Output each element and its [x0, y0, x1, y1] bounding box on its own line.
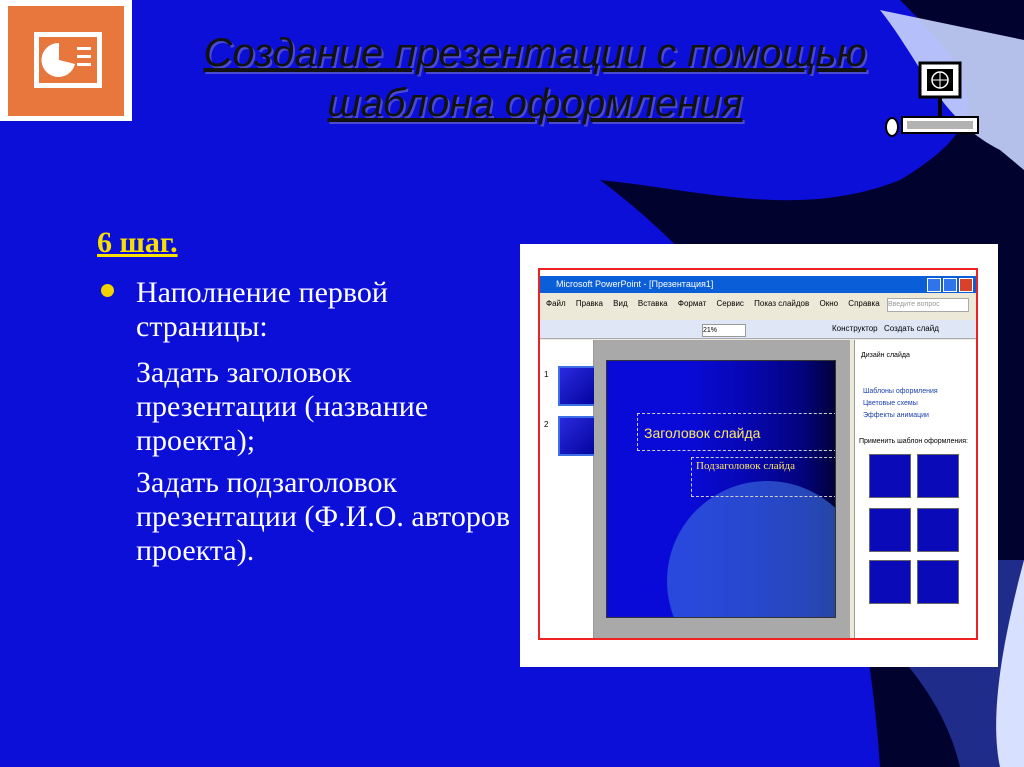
help-search-input[interactable]: Введите вопрос — [887, 298, 969, 312]
bullet-text: Наполнение первой страницы: — [136, 276, 388, 343]
subtitle-placeholder[interactable]: Подзаголовок слайда — [691, 457, 836, 497]
menu-view[interactable]: Вид — [613, 299, 628, 308]
bullet-icon — [101, 284, 114, 297]
title-placeholder[interactable]: Заголовок слайда — [637, 413, 836, 451]
window-title: Microsoft PowerPoint - [Презентация1] — [556, 279, 714, 289]
animation-effects-link[interactable]: Эффекты анимации — [863, 412, 929, 419]
logo-background — [8, 6, 124, 116]
menu-insert[interactable]: Вставка — [637, 299, 668, 308]
step-label: 6 шаг. — [97, 226, 178, 259]
pane-title: Дизайн слайда — [861, 352, 910, 359]
thumb-number: 1 — [544, 370, 549, 379]
color-schemes-link[interactable]: Цветовые схемы — [863, 400, 918, 407]
thumb-number: 2 — [544, 420, 549, 429]
menu-file[interactable]: Файл — [546, 299, 566, 308]
slide-title: Создание презентации с помощью шаблона оформления — [203, 31, 867, 125]
menu-help[interactable]: Справка — [848, 299, 880, 308]
apply-template-label: Применить шаблон оформления: — [859, 438, 968, 445]
instruction-title: Задать заголовок презентации (название проекта); — [136, 356, 429, 457]
instruction-subtitle: Задать подзаголовок презентации (Ф.И.О. авторов проекта). — [136, 466, 511, 567]
new-slide-button[interactable]: Создать слайд — [884, 324, 939, 333]
presentation-icon — [34, 32, 102, 88]
zoom-select[interactable]: 21% — [702, 324, 746, 337]
menu-slideshow[interactable]: Показ слайдов — [754, 299, 810, 308]
design-button[interactable]: Конструктор — [832, 324, 878, 333]
highlight-frame — [538, 268, 978, 640]
design-templates-link[interactable]: Шаблоны оформления — [863, 388, 938, 395]
menu-window[interactable]: Окно — [819, 299, 839, 308]
menu-edit[interactable]: Правка — [575, 299, 603, 308]
pie-chart-icon — [39, 37, 97, 83]
presentation-logo — [0, 0, 132, 121]
menu-format[interactable]: Формат — [677, 299, 707, 308]
menu-tools[interactable]: Сервис — [716, 299, 744, 308]
slide-body — [136, 276, 516, 576]
